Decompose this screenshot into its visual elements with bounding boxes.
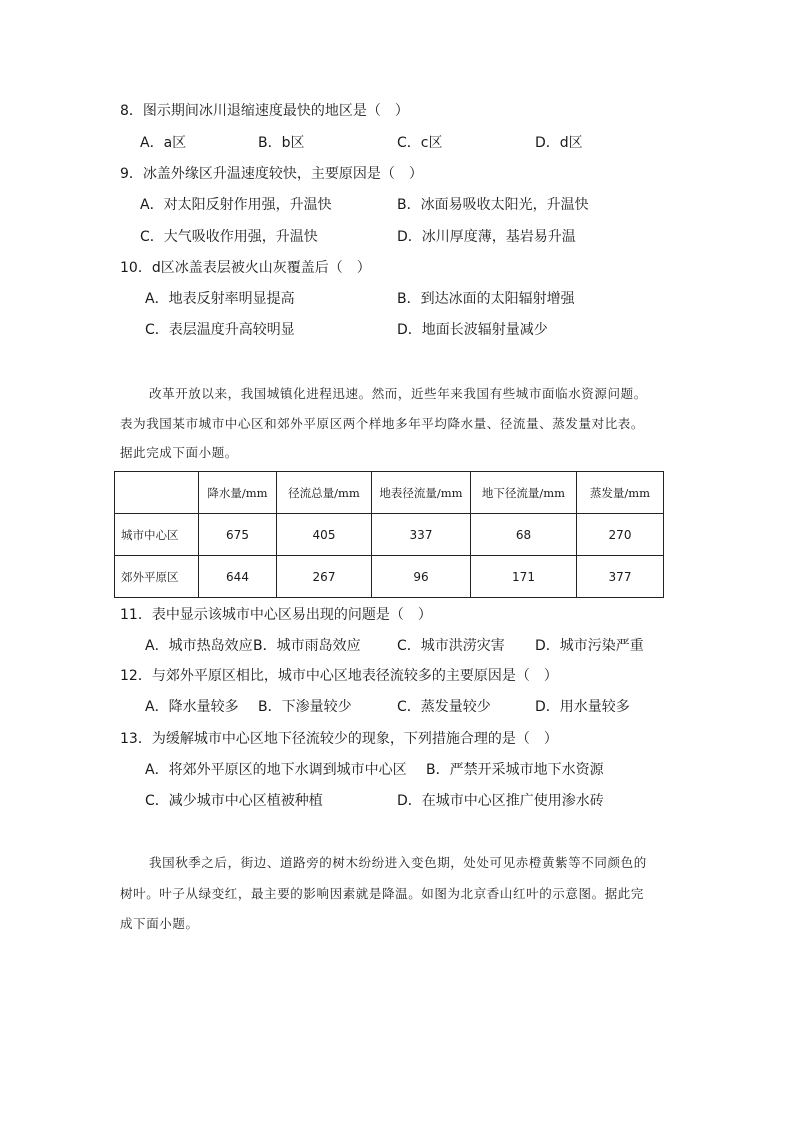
table-header-cell: 地下径流量/mm: [471, 472, 577, 514]
table-cell: 171: [471, 556, 577, 598]
table-cell: 675: [199, 514, 277, 556]
table-cell: 377: [577, 556, 664, 598]
question-12-option-d[interactable]: D．用水量较多: [535, 699, 630, 715]
table-cell: 405: [277, 514, 372, 556]
question-9-option-c[interactable]: C．大气吸收作用强，升温快: [140, 229, 318, 245]
question-10-option-d[interactable]: D．地面长波辐射量减少: [397, 322, 548, 338]
question-8-option-c[interactable]: C．c区: [397, 135, 443, 151]
question-12-stem: 12．与郊外平原区相比，城市中心区地表径流较多的主要原因是（ ）: [120, 668, 558, 684]
question-11-option-a[interactable]: A．城市热岛效应: [145, 638, 253, 654]
question-13-option-b[interactable]: B．严禁开采城市地下水资源: [426, 762, 604, 778]
question-11-option-d[interactable]: D．城市污染严重: [535, 638, 644, 654]
question-9-option-d[interactable]: D．冰川厚度薄，基岩易升温: [397, 229, 576, 245]
question-9-option-b[interactable]: B．冰面易吸收太阳光，升温快: [397, 197, 589, 213]
table-cell: 68: [471, 514, 577, 556]
table-header-cell: 蒸发量/mm: [577, 472, 664, 514]
passage-1-line-1: 改革开放以来，我国城镇化进程迅速。然而，近些年来我国有些城市面临水资源问题。: [149, 386, 647, 401]
question-12-option-c[interactable]: C．蒸发量较少: [397, 699, 491, 715]
question-12-option-a[interactable]: A．降水量较多: [145, 699, 239, 715]
question-13-stem: 13．为缓解城市中心区地下径流较少的现象，下列措施合理的是（ ）: [120, 731, 558, 747]
table-row-label: 城市中心区: [115, 514, 199, 556]
table-cell: 270: [577, 514, 664, 556]
table-header-row: [115, 472, 664, 514]
table-cell: 337: [372, 514, 471, 556]
table-row: [115, 514, 664, 556]
question-10-option-a[interactable]: A．地表反射率明显提高: [145, 291, 295, 307]
table-row-label: 郊外平原区: [115, 556, 199, 598]
table-cell: 644: [199, 556, 277, 598]
passage-1-line-3: 据此完成下面小题。: [120, 445, 238, 460]
question-11-option-c[interactable]: C．城市洪涝灾害: [397, 638, 505, 654]
question-8-option-b[interactable]: B．b区: [258, 135, 305, 151]
question-10-option-c[interactable]: C．表层温度升高较明显: [145, 322, 295, 338]
table-cell: 96: [372, 556, 471, 598]
question-13-option-a[interactable]: A．将郊外平原区的地下水调到城市中心区: [145, 762, 407, 778]
table-row: [115, 556, 664, 598]
question-12-option-b[interactable]: B．下渗量较少: [258, 699, 352, 715]
passage-2-line-3: 成下面小题。: [120, 916, 199, 931]
table-header-cell: 降水量/mm: [199, 472, 277, 514]
water-comparison-table: [114, 471, 664, 598]
question-8-option-a[interactable]: A．a区: [140, 135, 187, 151]
question-11-option-b[interactable]: B．城市雨岛效应: [253, 638, 361, 654]
passage-2-line-2: 树叶。叶子从绿变红，最主要的影响因素就是降温。如图为北京香山红叶的示意图。据此完: [120, 886, 645, 901]
question-11-stem: 11．表中显示该城市中心区易出现的问题是（ ）: [120, 607, 432, 623]
question-13-option-d[interactable]: D．在城市中心区推广使用渗水砖: [397, 793, 604, 809]
table-header-cell: 径流总量/mm: [277, 472, 372, 514]
question-8-stem: 8．图示期间冰川退缩速度最快的地区是（ ）: [120, 103, 409, 119]
question-9-option-a[interactable]: A．对太阳反射作用强，升温快: [140, 197, 332, 213]
question-8-option-d[interactable]: D．d区: [535, 135, 583, 151]
table-header-cell: 地表径流量/mm: [372, 472, 471, 514]
passage-1-line-2: 表为我国某市城市中心区和郊外平原区两个样地多年平均降水量、径流量、蒸发量对比表。: [120, 416, 645, 431]
passage-2-line-1: 我国秋季之后，街边、道路旁的树木纷纷进入变色期，处处可见赤橙黄紫等不同颜色的: [149, 855, 647, 870]
question-10-stem: 10．d区冰盖表层被火山灰覆盖后（ ）: [120, 260, 371, 276]
question-10-option-b[interactable]: B．到达冰面的太阳辐射增强: [397, 291, 575, 307]
question-13-option-c[interactable]: C．减少城市中心区植被种植: [145, 793, 323, 809]
table-header-cell: [115, 472, 199, 514]
table-cell: 267: [277, 556, 372, 598]
question-9-stem: 9．冰盖外缘区升温速度较快，主要原因是（ ）: [120, 166, 423, 182]
